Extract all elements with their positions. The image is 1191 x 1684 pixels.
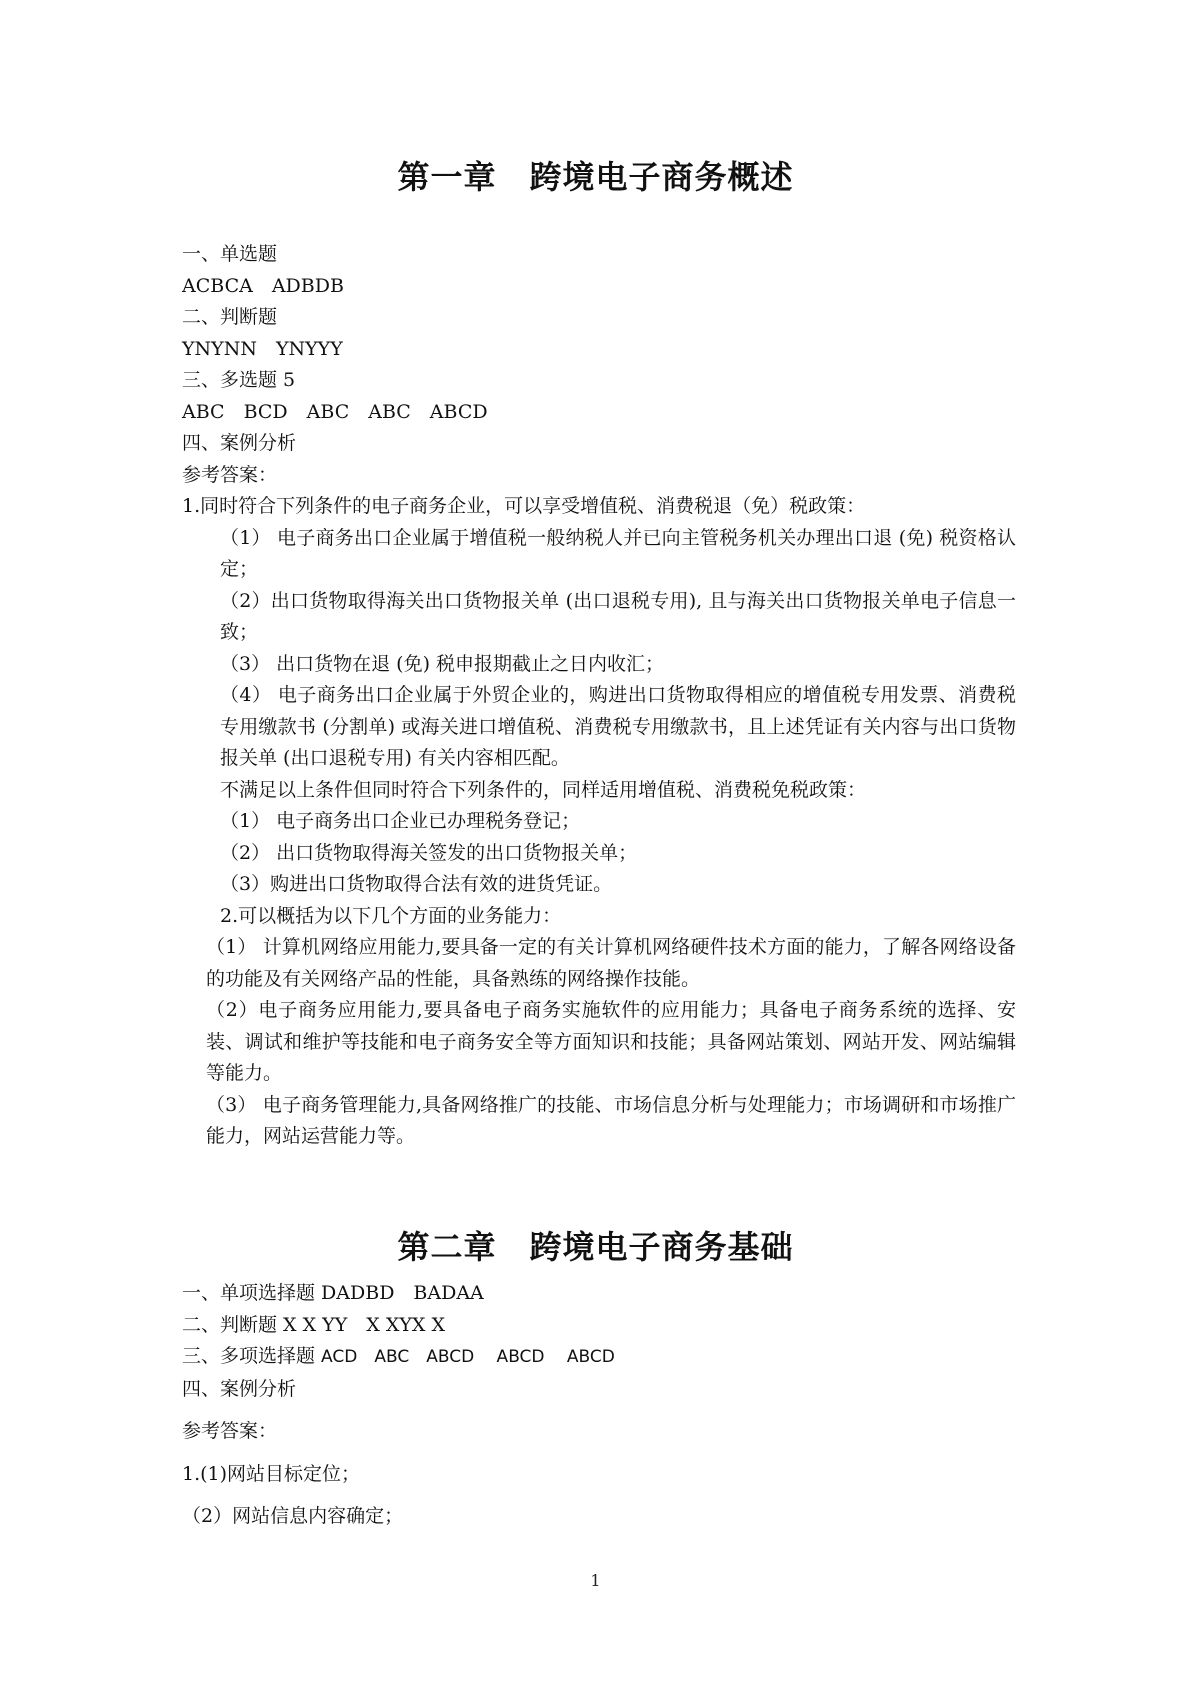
answer-paragraph: 不满足以上条件但同时符合下列条件的，同样适用增值税、消费税免税政策：	[220, 778, 867, 801]
answer-line: YNYNN YNYYY	[182, 337, 343, 360]
section-heading-single-choice: 一、单选题	[182, 243, 278, 265]
chapter-1-title: 第一章 跨境电子商务概述	[397, 158, 794, 196]
answer-paragraph: （1） 电子商务出口企业属于增值税一般纳税人并已向主管税务机关办理出口退 (免) 税资格认定；	[220, 526, 1016, 580]
answer-paragraph: （2）出口货物取得海关出口货物报关单 (出口退税专用), 且与海关出口货物报关单电子信息一致；	[220, 589, 1016, 643]
section-heading-case-analysis: 四、案例分析	[182, 432, 297, 454]
section-heading-case-analysis: 四、案例分析	[182, 1377, 297, 1400]
answer-line: 1.(1)网站目标定位；	[182, 1462, 361, 1485]
chapter-2-title: 第二章 跨境电子商务基础	[397, 1228, 794, 1266]
answer-line: （2）网站信息内容确定；	[182, 1505, 404, 1527]
answer-paragraph: 2.可以概括为以下几个方面的业务能力：	[220, 904, 562, 927]
reference-answer-label: 参考答案：	[182, 1420, 278, 1442]
answer-paragraph: （4） 电子商务出口企业属于外贸企业的，购进出口货物取得相应的增值税专用发票、消费税专用缴款书 (分割单) 或海关进口增值税、消费税专用缴款书，且上述凭证有关内容与出口货物报关单 (出口退税专用) 有关内容相匹配。	[220, 684, 1016, 769]
chapter-2-body	[182, 1278, 1016, 1533]
answer-paragraph: （2）电子商务应用能力,要具备电子商务实施软件的应用能力；具备电子商务系统的选择、安装、调试和维护等技能和电子商务安全等方面知识和技能；具备网站策划、网站开发、网站编辑等能力。	[206, 999, 1016, 1084]
answer-paragraph: （2） 出口货物取得海关签发的出口货物报关单；	[220, 841, 638, 864]
answer-paragraph: （1） 电子商务出口企业已办理税务登记；	[220, 810, 581, 832]
answer-line: ABC BCD ABC ABC ABCD	[182, 400, 488, 423]
section-heading-true-false: 二、判断题	[182, 306, 278, 328]
answer-paragraph: 1.同时符合下列条件的电子商务企业，可以享受增值税、消费税退（免）税政策：	[182, 495, 866, 517]
section-heading-multiple-choice: 三、多选题 5	[182, 369, 296, 391]
answer-line: 一、单项选择题 DADBD BADAA	[182, 1282, 484, 1304]
answer-paragraph: （1） 计算机网络应用能力,要具备一定的有关计算机网络硬件技术方面的能力，了解各网络设备的功能及有关网络产品的性能，具备熟练的网络操作技能。	[206, 936, 1016, 990]
answer-line	[182, 1341, 1016, 1374]
spacer	[182, 1405, 1016, 1416]
multiple-choice-label: 三、多项选择题	[182, 1345, 322, 1367]
answer-paragraph: （3） 电子商务管理能力,具备网络推广的技能、市场信息分析与处理能力；市场调研和市场推广能力，网站运营能力等。	[206, 1093, 1016, 1147]
spacer	[182, 1490, 1016, 1501]
chapter-1-body	[182, 239, 1016, 1153]
multiple-choice-answers: ACD ABC ABCD ABCD ABCD	[321, 1347, 615, 1367]
answer-line: 二、判断题 X X YY X XYX X	[182, 1313, 445, 1336]
answer-paragraph: （3） 出口货物在退 (免) 税申报期截止之日内收汇；	[220, 652, 665, 675]
answer-paragraph: （3）购进出口货物取得合法有效的进货凭证。	[220, 873, 613, 895]
answer-line: ACBCA ADBDB	[182, 274, 344, 297]
page-number: 1	[590, 1571, 601, 1590]
reference-answer-label: 参考答案：	[182, 463, 278, 486]
spacer	[182, 1448, 1016, 1459]
